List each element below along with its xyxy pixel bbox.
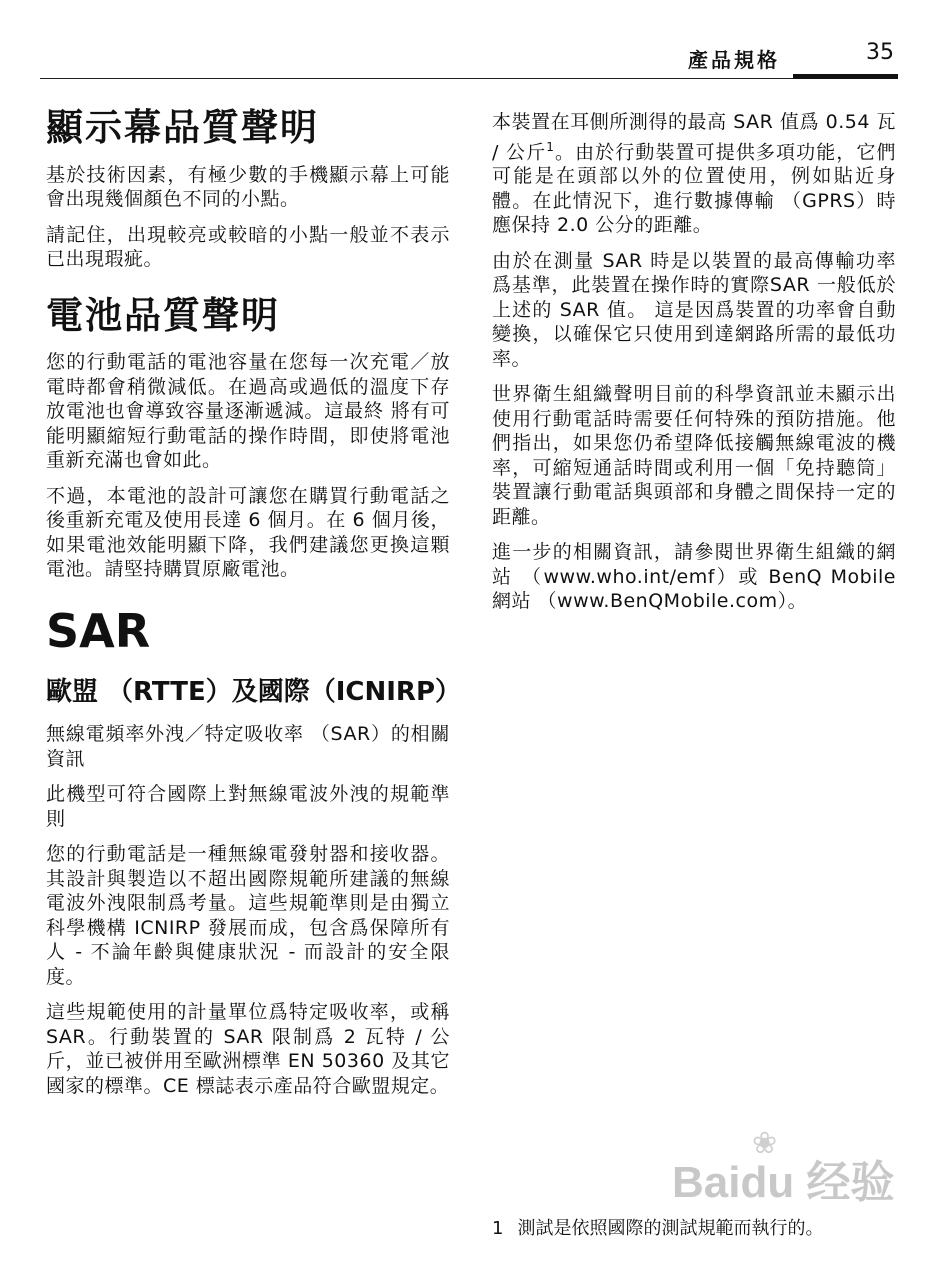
display-quality-paragraph-1: 基於技術因素，有極少數的手機顯示幕上可能會出現幾個顏色不同的小點。 (46, 163, 450, 211)
baidu-watermark: Baidu 经验 (672, 1158, 895, 1207)
header-tab-bar (793, 74, 898, 79)
sar-paragraph-2: 此機型可符合國際上對無線電波外洩的規範準則 (46, 783, 450, 830)
display-quality-section (46, 108, 450, 272)
sar-paragraph-3: 您的行動電話是一種無線電發射器和接收器。其設計與製造以不超出國際規範所建議的無線電波外洩限制爲考量。這些規範準則是由獨立科學機構 ICNIRP 發展而成，包含爲保障所有人 - 不論年齡與健康狀況 - 而設計的安全限度。 (46, 843, 450, 988)
sar-heading: SAR (46, 603, 151, 658)
page-number: 35 (866, 40, 894, 65)
sar-paragraph-1: 無線電頻率外洩／特定吸收率 （SAR）的相關資訊 (46, 723, 450, 770)
who-statement-paragraph: 世界衛生組織聲明目前的科學資訊並未顯示出使用行動電話時需要任何特殊的預防措施。他們指出，如果您仍希望降低接觸無線電波的機率，可縮短通話時間或利用一個「免持聽筒」裝置讓行動電話與頭部和身體之間保持一定的距離。 (492, 383, 896, 528)
further-info-paragraph: 進一步的相關資訊，請參閱世界衛生組織的網站 （www.who.int/emf）或 BenQ Mobile 網站 （www.BenQMobile.com）。 (492, 541, 896, 613)
display-quality-paragraph-2: 請記住，出現較亮或較暗的小點一般並不表示已出現瑕疵。 (46, 223, 450, 271)
page-header-title: 產品規格 (688, 48, 780, 72)
display-quality-heading: 顯示幕品質聲明 (46, 106, 319, 149)
battery-quality-section (46, 293, 450, 582)
battery-quality-heading: 電池品質聲明 (46, 293, 280, 337)
sar-subheading: 歐盟 （RTTE）及國際（ICNIRP） (46, 677, 461, 708)
battery-quality-paragraph-1: 您的行動電話的電池容量在您每一次充電／放電時都會稍微減低。在過高或過低的溫度下存放電池也會導致容量逐漸遞減。這最終 將有可能明顯縮短行動電話的操作時間，即使將電池重新充滿也會如此。 (46, 351, 450, 472)
sar-value-paragraph (492, 110, 896, 238)
sar-value-text-continued: 。由於行動裝置可提供多項功能，它們可能是在頭部以外的位置使用，例如貼近身體。在此情況下，進行數據傳輸 （GPRS）時應保持 2.0 公分的距離。 (492, 140, 896, 237)
sar-section (46, 603, 461, 1098)
footnote (492, 1214, 896, 1240)
left-column (46, 100, 461, 1122)
sar-value-text: 本裝置在耳側所測得的最高 SAR 值爲 0.54 瓦 / 公斤 (492, 111, 896, 163)
battery-quality-paragraph-2: 不過，本電池的設計可讓您在購買行動電話之後重新充電及使用長達 6 個月。在 6 個月後，如果電池效能明顯下降，我們建議您更換這顆電池。請堅持購買原廠電池。 (46, 484, 450, 581)
sar-measurement-paragraph: 由於在測量 SAR 時是以裝置的最高傳輸功率爲基準，此裝置在操作時的實際SAR 一般低於上述的 SAR 值。 這是因爲裝置的功率會自動變換，以確保它只使用到達網路所需的最低功率。 (492, 249, 896, 370)
footnote-text: 測試是依照國際的測試規範而執行的。 (517, 1218, 824, 1239)
header-rule (40, 78, 898, 79)
paw-icon: ❀ (752, 1126, 778, 1161)
footnote-reference: 1 (546, 139, 555, 154)
footnote-number: 1 (492, 1218, 504, 1239)
right-column (492, 110, 896, 625)
sar-paragraph-4: 這些規範使用的計量單位爲特定吸收率，或稱 SAR。行動裝置的 SAR 限制爲 2 瓦特 / 公斤，並已被併用至歐洲標準 EN 50360 及其它國家的標準。CE 標誌表示產品符合歐盟規定。 (46, 1001, 450, 1097)
